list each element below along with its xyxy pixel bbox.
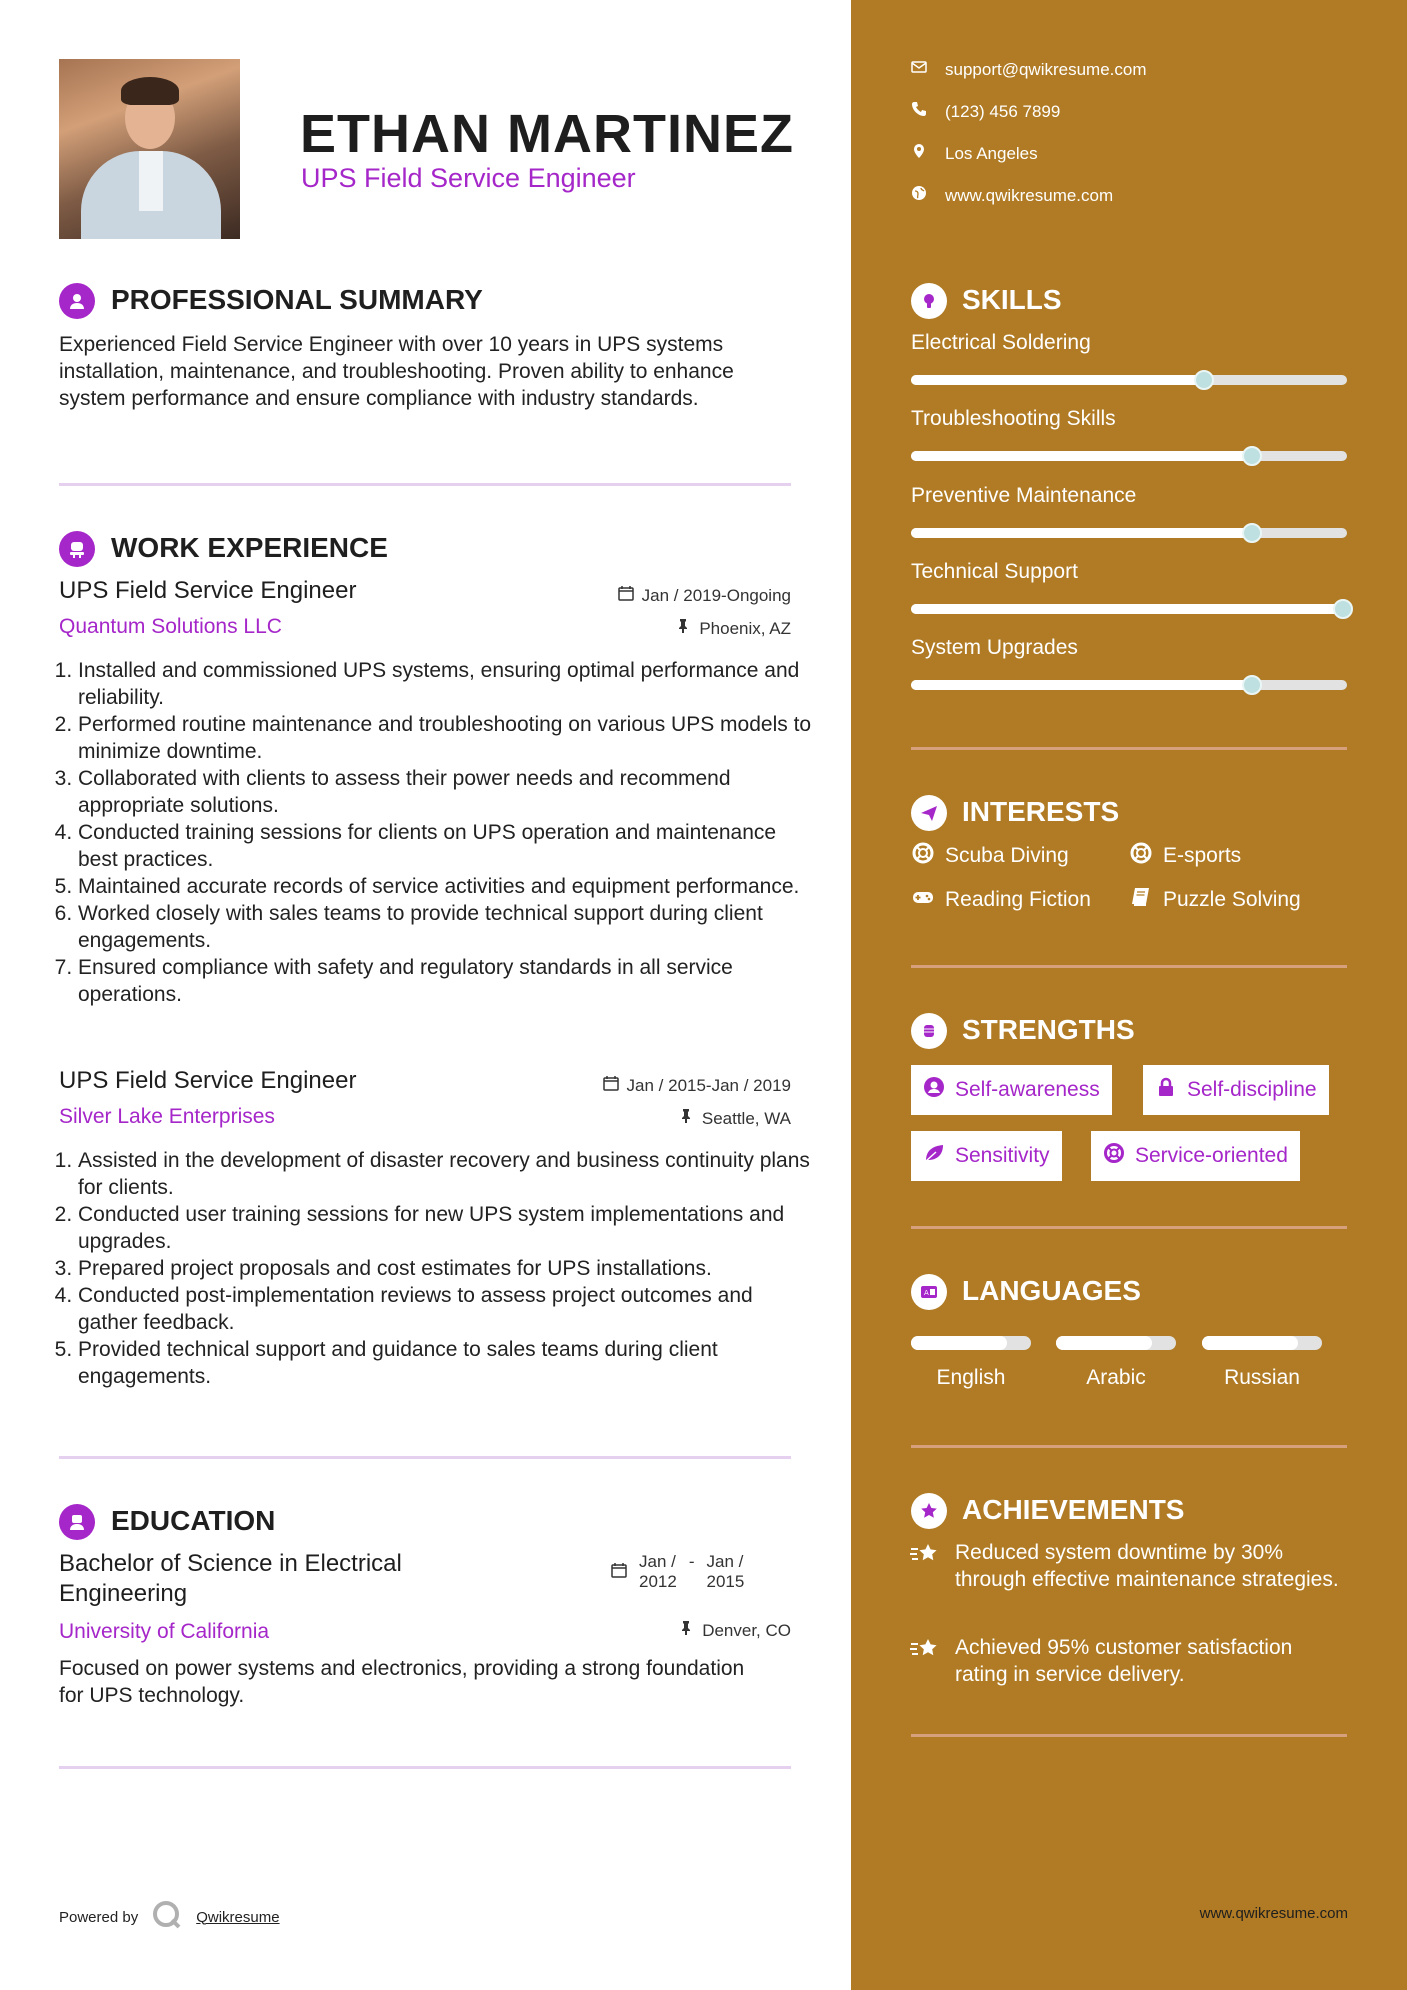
interest-item <box>1129 841 1241 871</box>
calendar-icon <box>618 585 634 606</box>
interest-item <box>911 841 1069 871</box>
svg-text:A: A <box>924 1289 929 1297</box>
skill-bar-knob <box>1242 446 1262 466</box>
degree-line: Engineering <box>59 1580 188 1607</box>
qwikresume-link[interactable]: Qwikresume <box>196 1908 280 1926</box>
job-location <box>675 618 791 639</box>
email-text: support@qwikresume.com <box>945 59 1147 79</box>
interest-label: Puzzle Solving <box>1163 888 1301 911</box>
graduate-icon <box>59 1504 95 1540</box>
phone-text: (123) 456 7899 <box>945 101 1061 121</box>
list-item: 2. Conducted user training sessions for new UPS system implementations and upgrades. <box>78 1201 818 1255</box>
strength-label: Service-oriented <box>1135 1144 1288 1167</box>
strength-label: Sensitivity <box>955 1144 1050 1167</box>
lock-icon <box>1155 1076 1177 1104</box>
star-badge-icon <box>911 1493 947 1529</box>
summary-heading: PROFESSIONAL SUMMARY <box>111 284 483 315</box>
date-separator: - <box>688 1552 695 1571</box>
job-dates <box>618 585 791 606</box>
gamepad-icon <box>911 885 935 915</box>
language-bar-fill <box>1056 1336 1152 1350</box>
language-label: Arabic <box>1086 1366 1146 1389</box>
skill-bar-knob <box>1333 599 1353 619</box>
experience-heading: WORK EXPERIENCE <box>111 532 388 563</box>
list-item: 5. Provided technical support and guidance to sales teams during client engagements. <box>78 1336 818 1390</box>
language-label: Russian <box>1224 1366 1300 1389</box>
location-text: Los Angeles <box>945 143 1038 163</box>
translate-icon <box>911 1274 947 1310</box>
job-duties <box>59 657 818 1008</box>
language-bar-fill <box>911 1336 1007 1350</box>
job-location-text: Seattle, WA <box>701 1108 791 1128</box>
degree-line: Bachelor of Science in Electrical <box>59 1550 402 1577</box>
contact-email <box>911 59 1147 80</box>
contact-phone <box>911 101 1060 122</box>
end-year: 2015 <box>706 1572 745 1591</box>
strength-chip <box>911 1131 1062 1181</box>
achievement-text: Achieved 95% customer satisfaction rating in service delivery. <box>955 1636 1293 1686</box>
school-name: University of California <box>59 1620 270 1643</box>
degree-title <box>59 1549 402 1609</box>
start-month: Jan / <box>639 1552 676 1571</box>
section-divider <box>911 1445 1347 1448</box>
briefcase-icon <box>59 531 95 567</box>
skill-label: Electrical Soldering <box>911 331 1091 354</box>
strengths-heading: STRENGTHS <box>962 1014 1135 1045</box>
skill-bar <box>911 604 1347 614</box>
job-dates <box>603 1075 791 1096</box>
achievement-text: Reduced system downtime by 30% through effective maintenance strategies. <box>955 1541 1339 1591</box>
strength-label: Self-awareness <box>955 1078 1100 1101</box>
skill-label: Troubleshooting Skills <box>911 407 1116 430</box>
interest-label: Reading Fiction <box>945 888 1091 911</box>
job-title: UPS Field Service Engineer <box>59 577 357 604</box>
education-location-text: Denver, CO <box>702 1620 791 1640</box>
start-date <box>639 1552 677 1592</box>
achievements-heading: ACHIEVEMENTS <box>962 1494 1185 1525</box>
profile-photo <box>59 59 240 239</box>
summary-text: Experienced Field Service Engineer with over 10 years in UPS systems installation, maintenance, and troubleshooting. Proven ability to enhance system performance and ensure compliance with industry standards. <box>59 333 734 410</box>
education-dates <box>611 1552 744 1592</box>
list-item: 4. Conducted post-implementation reviews to assess project outcomes and gather feedback. <box>78 1282 818 1336</box>
interests-heading: INTERESTS <box>962 796 1120 827</box>
map-marker-icon <box>911 143 927 164</box>
globe-icon <box>911 185 927 206</box>
skill-bar <box>911 451 1347 461</box>
skill-label: Preventive Maintenance <box>911 484 1137 507</box>
phone-icon <box>911 101 927 122</box>
candidate-name: ETHAN MARTINEZ <box>300 104 794 164</box>
list-item: 3. Collaborated with clients to assess their power needs and recommend appropriate solutions. <box>78 765 818 819</box>
envelope-icon <box>911 59 927 80</box>
user-circle-icon <box>923 1076 945 1104</box>
skill-label: Technical Support <box>911 560 1078 583</box>
section-divider <box>911 747 1347 750</box>
website-text: www.qwikresume.com <box>945 185 1114 205</box>
strength-label: Self-discipline <box>1187 1078 1317 1101</box>
lightbulb-icon <box>911 283 947 319</box>
job-dates-text: Jan / 2015-Jan / 2019 <box>626 1075 791 1095</box>
skill-bar-fill <box>911 528 1251 538</box>
star-icon <box>909 1636 941 1669</box>
section-divider <box>911 965 1347 968</box>
candidate-role: UPS Field Service Engineer <box>301 163 636 193</box>
footer-website[interactable]: www.qwikresume.com <box>1199 1905 1348 1922</box>
language-bar <box>1056 1336 1176 1350</box>
education-location <box>678 1620 791 1641</box>
list-item: 7. Ensured compliance with safety and regulatory standards in all service operations. <box>78 954 818 1008</box>
section-divider <box>59 483 791 486</box>
paper-plane-icon <box>911 795 947 831</box>
list-item: 1. Installed and commissioned UPS systems, ensuring optimal performance and reliability. <box>78 657 818 711</box>
leaf-icon <box>923 1142 945 1170</box>
pin-icon <box>678 1108 694 1129</box>
job-location <box>678 1108 791 1129</box>
education-heading: EDUCATION <box>111 1505 276 1536</box>
list-item: 2. Performed routine maintenance and troubleshooting on various UPS models to minimize downtime. <box>78 711 818 765</box>
skill-bar-knob <box>1242 523 1262 543</box>
language-bar <box>1202 1336 1322 1350</box>
start-year: 2012 <box>639 1572 677 1591</box>
skill-bar-fill <box>911 451 1251 461</box>
lifebuoy-icon <box>911 841 935 871</box>
interest-label: Scuba Diving <box>945 844 1069 867</box>
skill-bar <box>911 375 1347 385</box>
language-bar-fill <box>1202 1336 1298 1350</box>
section-divider <box>59 1766 791 1769</box>
job-dates-text: Jan / 2019-Ongoing <box>641 585 791 605</box>
strength-chip <box>1143 1065 1329 1115</box>
pin-icon <box>675 618 691 639</box>
list-item: 1. Assisted in the development of disaster recovery and business continuity plans for clients. <box>78 1147 818 1201</box>
interest-item <box>1129 885 1301 915</box>
book-icon <box>1129 885 1153 915</box>
pin-icon <box>678 1620 694 1641</box>
company-name: Silver Lake Enterprises <box>59 1105 275 1128</box>
job-duties <box>59 1147 818 1390</box>
calendar-icon <box>611 1552 627 1592</box>
user-icon <box>59 283 95 319</box>
skill-bar <box>911 528 1347 538</box>
list-item: 3. Prepared project proposals and cost estimates for UPS installations. <box>78 1255 818 1282</box>
star-icon <box>909 1541 941 1574</box>
interest-item <box>911 885 1091 915</box>
skill-bar-knob <box>1242 675 1262 695</box>
job-location-text: Phoenix, AZ <box>699 618 791 638</box>
list-item: 6. Worked closely with sales teams to provide technical support during client engagements. <box>78 900 818 954</box>
language-bar <box>911 1336 1031 1350</box>
section-divider <box>59 1456 791 1459</box>
skill-bar-fill <box>911 375 1203 385</box>
qwikresume-logo-icon <box>152 1900 182 1934</box>
education-description: Focused on power systems and electronics, providing a strong foundation for UPS technology. <box>59 1657 745 1707</box>
section-divider <box>911 1226 1347 1229</box>
contact-location <box>911 143 1038 164</box>
interest-label: E-sports <box>1163 844 1242 867</box>
end-month: Jan / <box>706 1552 744 1571</box>
skill-bar <box>911 680 1347 690</box>
language-label: English <box>936 1366 1006 1389</box>
skills-heading: SKILLS <box>962 284 1062 315</box>
list-item: 4. Conducted training sessions for clients on UPS operation and maintenance best practices. <box>78 819 818 873</box>
footer-powered <box>59 1900 280 1934</box>
skill-bar-fill <box>911 604 1347 614</box>
languages-heading: LANGUAGES <box>962 1275 1141 1306</box>
fist-icon <box>911 1013 947 1049</box>
skill-bar-fill <box>911 680 1251 690</box>
lifebuoy-icon <box>1103 1142 1125 1170</box>
calendar-icon <box>603 1075 619 1096</box>
end-date <box>707 1552 745 1592</box>
section-divider <box>911 1734 1347 1737</box>
list-item: 5. Maintained accurate records of service activities and equipment performance. <box>78 873 818 900</box>
contact-website <box>911 185 1113 206</box>
lifebuoy-icon <box>1129 841 1153 871</box>
skill-label: System Upgrades <box>911 636 1078 659</box>
skill-bar-knob <box>1194 370 1214 390</box>
strength-chip <box>1091 1131 1300 1181</box>
powered-by-label: Powered by <box>59 1908 139 1926</box>
company-name: Quantum Solutions LLC <box>59 615 282 638</box>
job-title: UPS Field Service Engineer <box>59 1067 357 1094</box>
strength-chip <box>911 1065 1112 1115</box>
